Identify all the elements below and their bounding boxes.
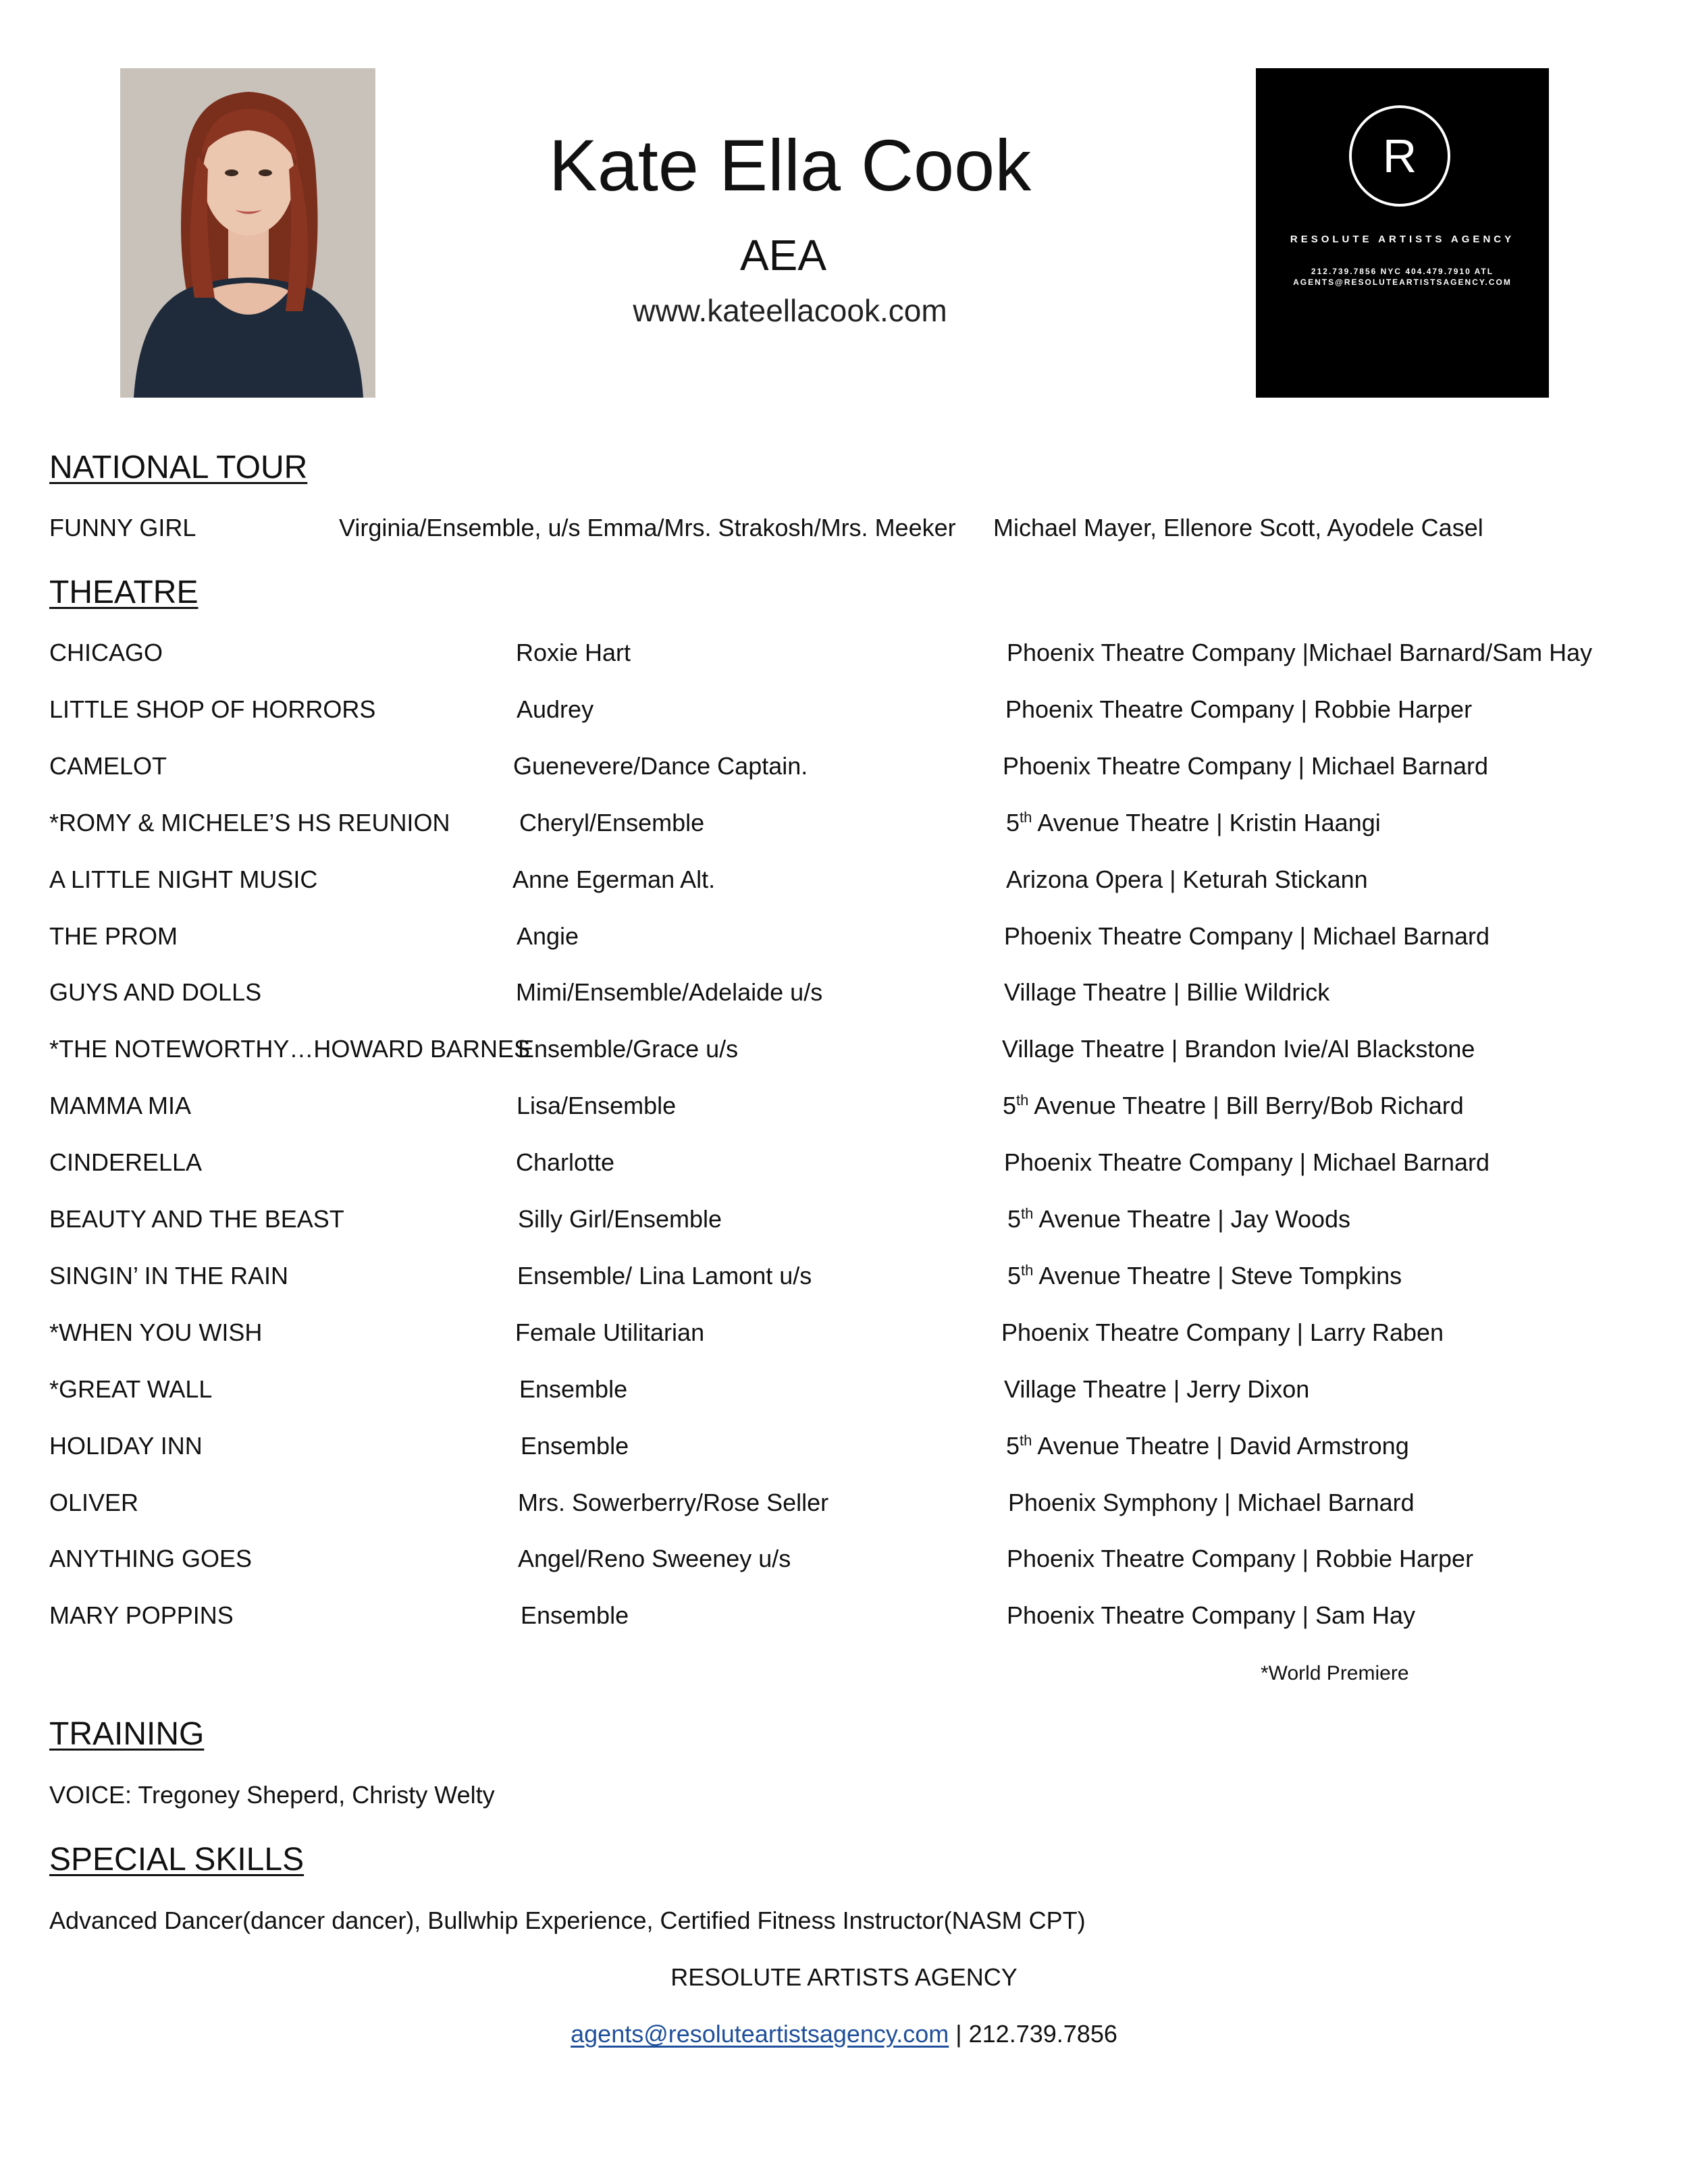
credit-ordinal-suffix: th (1021, 1205, 1034, 1222)
credit: Village Theatre | Billie Wildrick (1004, 978, 1330, 1006)
agency-phone: 212.739.7856 (968, 2020, 1117, 2048)
show-title: OLIVER (49, 1489, 139, 1516)
agency-logo-title: RESOLUTE ARTISTS AGENCY (1290, 234, 1515, 245)
credit-text: Avenue Theatre | Kristin Haangi (1032, 809, 1381, 836)
show-title: HOLIDAY INN (49, 1432, 203, 1460)
special-skills-text: Advanced Dancer(dancer dancer), Bullwhip Experience, Certified Fitness Instructor(NASM CPT) (49, 1907, 1086, 1934)
national-tour-heading: NATIONAL TOUR (49, 450, 308, 485)
credit: Michael Mayer, Ellenore Scott, Ayodele Casel (993, 514, 1483, 541)
role: Female Utilitarian (515, 1319, 705, 1346)
training-text: VOICE: Tregoney Sheperd, Christy Welty (49, 1781, 495, 1809)
actor-name: Kate Ella Cook (548, 124, 1032, 206)
credit-ordinal-suffix: th (1021, 1262, 1034, 1279)
show-title: *GREAT WALL (49, 1375, 213, 1403)
credit (1007, 1204, 1350, 1234)
role: Angel/Reno Sweeney u/s (518, 1545, 791, 1572)
role: Roxie Hart (516, 639, 631, 666)
role: Angie (517, 922, 579, 950)
union-affiliation: AEA (739, 231, 827, 279)
credit: Phoenix Theatre Company | Robbie Harper (1007, 1545, 1474, 1572)
show-title: BEAUTY AND THE BEAST (49, 1205, 344, 1233)
credit-text: Avenue Theatre | Jay Woods (1033, 1205, 1351, 1233)
show-title: FUNNY GIRL (49, 514, 196, 541)
special-skills-heading: SPECIAL SKILLS (49, 1842, 305, 1877)
show-title: MAMMA MIA (49, 1092, 192, 1119)
role: Ensemble/Grace u/s (518, 1035, 739, 1063)
show-title: SINGIN’ IN THE RAIN (49, 1262, 289, 1289)
credit-ordinal-number: 5 (1007, 1205, 1022, 1233)
agency-logo-contact (1256, 266, 1549, 288)
agency-email-link[interactable]: agents@resoluteartistsagency.com (571, 2020, 949, 2048)
show-title: CINDERELLA (49, 1148, 203, 1176)
website-link[interactable]: www.kateellacook.com (633, 293, 947, 328)
credit: Phoenix Theatre Company | Robbie Harper (1005, 695, 1473, 723)
credit-ordinal-number: 5 (1006, 809, 1020, 836)
role: Mrs. Sowerberry/Rose Seller (518, 1489, 829, 1516)
role: Ensemble (519, 1375, 628, 1403)
role: Audrey (517, 695, 594, 723)
show-title: *THE NOTEWORTHY…HOWARD BARNES (49, 1035, 531, 1063)
credit: Phoenix Theatre Company |Michael Barnard/Sam Hay (1007, 639, 1593, 666)
show-title: CHICAGO (49, 639, 163, 666)
credit-text: Avenue Theatre | Bill Berry/Bob Richard (1028, 1092, 1464, 1119)
footer-separator: | (949, 2020, 969, 2048)
show-title: GUYS AND DOLLS (49, 978, 262, 1006)
headshot-photo (120, 68, 375, 398)
theatre-heading: THEATRE (49, 575, 199, 610)
agency-logo (1256, 68, 1549, 398)
credit (1006, 1431, 1409, 1461)
credit: Phoenix Theatre Company | Michael Barnard (1004, 1148, 1490, 1176)
show-title: MARY POPPINS (49, 1601, 234, 1629)
role: Ensemble (521, 1601, 629, 1629)
role: Virginia/Ensemble, u/s Emma/Mrs. Strakosh/Mrs. Meeker (339, 514, 956, 541)
agency-logo-phones: 212.739.7856 NYC 404.479.7910 ATL (1311, 267, 1494, 276)
role: Anne Egerman Alt. (512, 865, 716, 893)
credit: Phoenix Theatre Company | Michael Barnard (1003, 752, 1489, 780)
headshot-illustration (120, 68, 375, 398)
role: Charlotte (516, 1148, 615, 1176)
credit: Village Theatre | Brandon Ivie/Al Blackstone (1002, 1035, 1475, 1063)
credit-ordinal-number: 5 (1006, 1432, 1020, 1460)
role: Guenevere/Dance Captain. (513, 752, 808, 780)
training-heading: TRAINING (49, 1716, 205, 1752)
credit-ordinal-suffix: th (1020, 809, 1032, 826)
credit: Phoenix Theatre Company | Sam Hay (1007, 1601, 1415, 1629)
credit-text: Avenue Theatre | Steve Tompkins (1033, 1262, 1402, 1289)
credit-ordinal-number: 5 (1007, 1262, 1022, 1289)
credit (1007, 1261, 1402, 1291)
show-title: *WHEN YOU WISH (49, 1319, 263, 1346)
show-title: CAMELOT (49, 752, 167, 780)
show-title: *ROMY & MICHELE’S HS REUNION (49, 809, 450, 836)
footer-contact (0, 2019, 1688, 2049)
credit: Phoenix Theatre Company | Larry Raben (1001, 1319, 1444, 1346)
role: Ensemble/ Lina Lamont u/s (517, 1262, 812, 1289)
credit-ordinal-number: 5 (1003, 1092, 1017, 1119)
show-title: THE PROM (49, 922, 178, 950)
credit (1003, 1091, 1464, 1121)
agency-logo-email: AGENTS@RESOLUTEARTISTSAGENCY.COM (1293, 277, 1512, 287)
show-title: LITTLE SHOP OF HORRORS (49, 695, 376, 723)
show-title: A LITTLE NIGHT MUSIC (49, 865, 318, 893)
role: Silly Girl/Ensemble (518, 1205, 722, 1233)
role: Mimi/Ensemble/Adelaide u/s (516, 978, 823, 1006)
world-premiere-note: *World Premiere (1261, 1662, 1409, 1684)
footer-agency-name: RESOLUTE ARTISTS AGENCY (670, 1963, 1018, 1991)
credit-ordinal-suffix: th (1020, 1432, 1032, 1449)
agency-monogram: R (1349, 105, 1450, 207)
credit: Village Theatre | Jerry Dixon (1004, 1375, 1310, 1403)
credit-text: Avenue Theatre | David Armstrong (1032, 1432, 1409, 1460)
role: Ensemble (521, 1432, 629, 1460)
credit: Phoenix Symphony | Michael Barnard (1008, 1489, 1415, 1516)
show-title: ANYTHING GOES (49, 1545, 253, 1572)
role: Cheryl/Ensemble (519, 809, 705, 836)
role: Lisa/Ensemble (517, 1092, 677, 1119)
credit (1006, 808, 1381, 838)
credit: Phoenix Theatre Company | Michael Barnard (1004, 922, 1490, 950)
credit: Arizona Opera | Keturah Stickann (1006, 865, 1368, 893)
credit-ordinal-suffix: th (1016, 1092, 1029, 1109)
